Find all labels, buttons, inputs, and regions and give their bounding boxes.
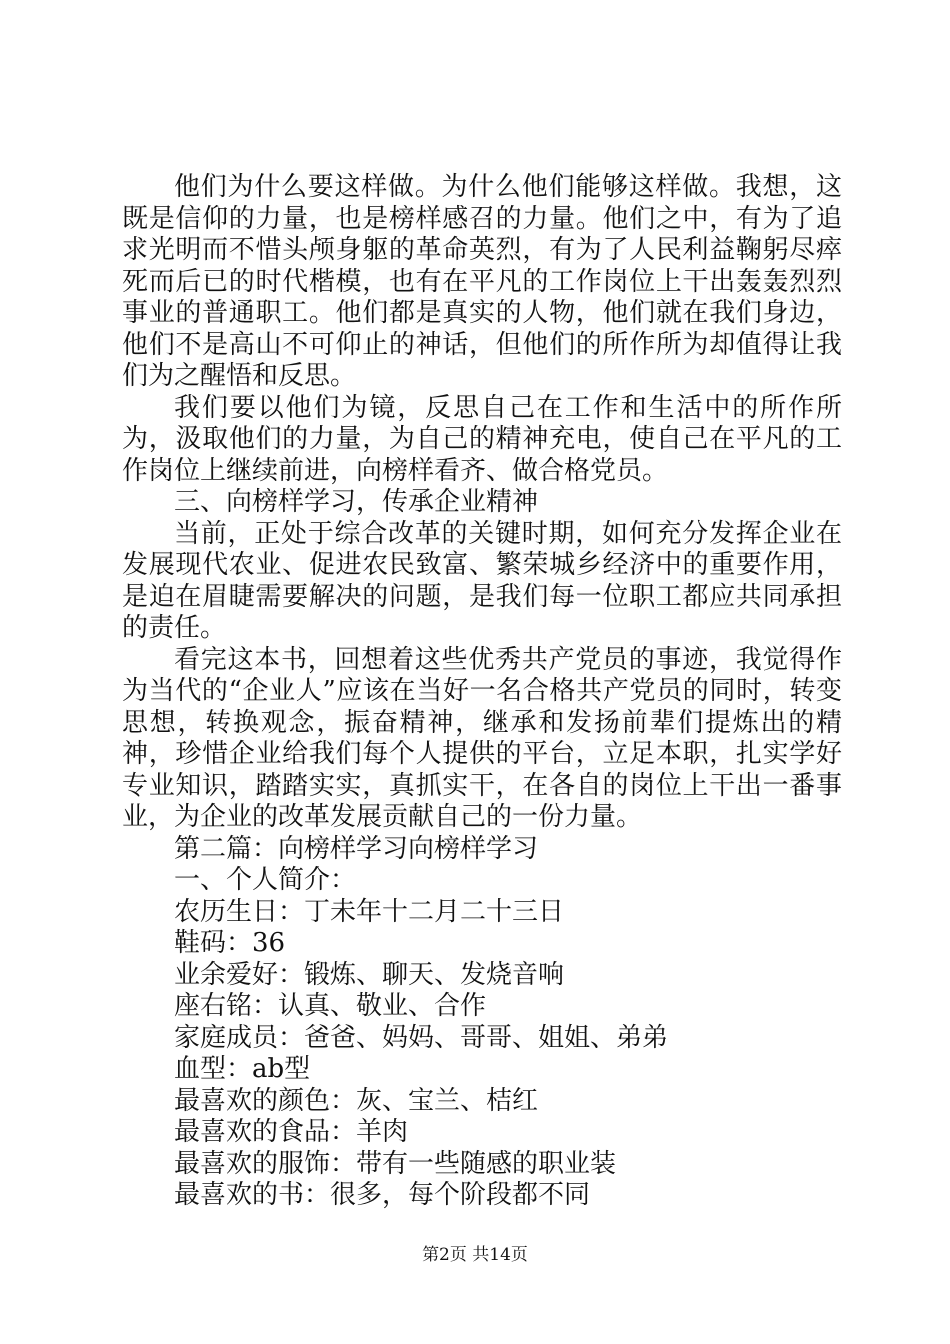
profile-blood-type: 血型：ab型 xyxy=(174,1054,311,1084)
profile-motto: 座右铭：认真、敬业、合作 xyxy=(174,991,487,1021)
section-heading-3: 三、向榜样学习，传承企业精神 xyxy=(174,487,539,517)
profile-favorite-clothing: 最喜欢的服饰：带有一些随感的职业装 xyxy=(174,1148,617,1179)
profile-birthday: 农历生日：丁未年十二月二十三日 xyxy=(174,896,565,927)
profile-hobbies: 业余爱好：锻炼、聊天、发烧音响 xyxy=(174,959,565,990)
paragraph-reform: 当前，正处于综合改革的关键时期，如何充分发挥企业在发展现代农业、促进农民致富、繁荣城乡经济中的重要作用，是迫在眉睫需要解决的问题，是我们每一位职工都应共同承担的责任。 xyxy=(122,518,842,643)
profile-favorite-color: 最喜欢的颜色：灰、宝兰、桔红 xyxy=(174,1085,539,1116)
profile-favorite-book: 最喜欢的书：很多，每个阶段都不同 xyxy=(174,1180,591,1210)
document-body xyxy=(122,172,842,1212)
chapter-heading-2: 第二篇：向榜样学习向榜样学习 xyxy=(174,833,539,864)
page-footer: 第2页 共14页 xyxy=(422,1245,528,1265)
profile-favorite-food: 最喜欢的食品：羊肉 xyxy=(174,1117,409,1147)
profile-family: 家庭成员：爸爸、妈妈、哥哥、姐姐、弟弟 xyxy=(174,1022,669,1053)
profile-heading: 一、个人简介： xyxy=(174,865,357,895)
paragraph-reflection: 我们要以他们为镜，反思自己在工作和生活中的所作所为，汲取他们的力量，为自己的精神充电，使自己在平凡的工作岗位上继续前进，向榜样看齐、做合格党员。 xyxy=(122,392,842,486)
paragraph-role-models: 他们为什么要这样做。为什么他们能够这样做。我想，这既是信仰的力量，也是榜样感召的力量。他们之中，有为了追求光明而不惜头颅身躯的革命英烈，有为了人民利益鞠躬尽瘁死而后已的时代楷模，也有在平凡的工作岗位上干出轰轰烈烈事业的普通职工。他们都是真实的人物，他们就在我们身边，他们不是高山不可仰止的神话，但他们的所作所为却值得让我们为之醒悟和反思。 xyxy=(122,172,842,391)
profile-shoe-size: 鞋码：36 xyxy=(174,928,286,958)
paragraph-book-thoughts: 看完这本书，回想着这些优秀共产党员的事迹，我觉得作为当代的“企业人”应该在当好一名合格共产党员的同时，转变思想，转换观念，振奋精神，继承和发扬前辈们提炼出的精神，珍惜企业给我们每个人提供的平台，立足本职，扎实学好专业知识，踏踏实实，真抓实干，在各自的岗位上干出一番事业，为企业的改革发展贡献自己的一份力量。 xyxy=(122,644,842,832)
